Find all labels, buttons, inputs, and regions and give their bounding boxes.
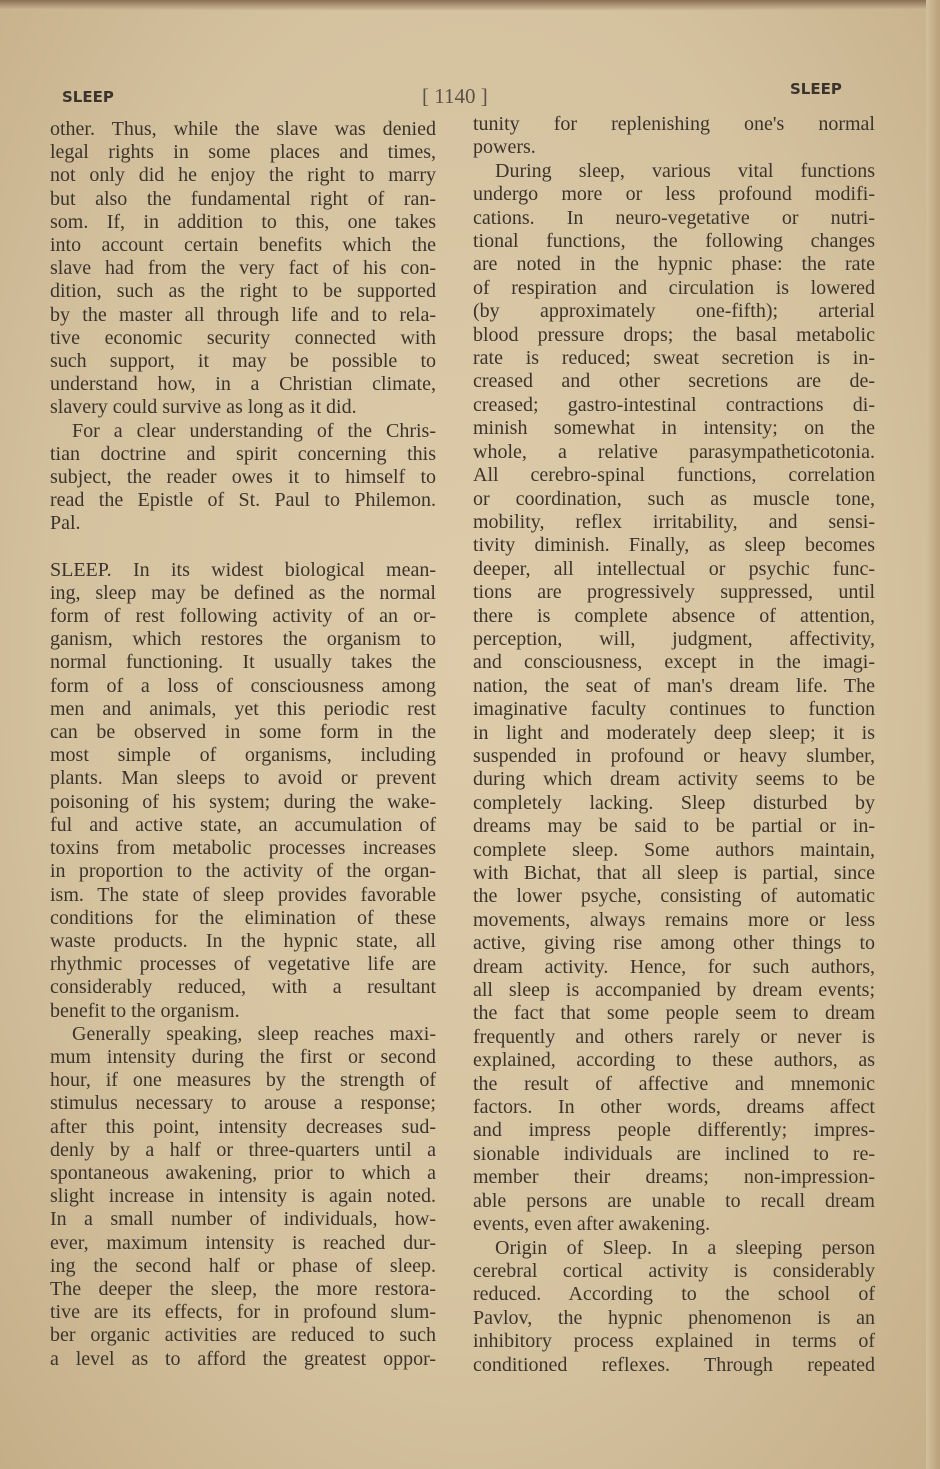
text-line: tian doctrine and spirit concerning this xyxy=(50,442,436,465)
text-line: whole, a relative parasympatheticotonia. xyxy=(473,440,875,463)
text-line: inhibitory process explained in terms of xyxy=(473,1330,875,1353)
text-line: mobility, reflex irritability, and sensi- xyxy=(473,510,875,533)
text-line: there is complete absence of attention, xyxy=(473,604,875,627)
text-line: slight increase in intensity is again noted. xyxy=(50,1185,436,1208)
page-number: [ 1140 ] xyxy=(422,84,488,108)
text-line: plants. Man sleeps to avoid or prevent xyxy=(50,767,436,790)
text-line: by the master all through life and to rela- xyxy=(50,303,436,326)
paragraph-gap xyxy=(50,536,436,559)
text-line: tive are its effects, for in profound slum- xyxy=(50,1301,436,1324)
text-line: completely lacking. Sleep disturbed by xyxy=(473,791,875,814)
text-line: nation, the seat of man's dream life. The xyxy=(473,674,875,697)
page-top-edge xyxy=(0,0,940,10)
text-line: movements, always remains more or less xyxy=(473,908,875,931)
text-line: slavery could survive as long as it did. xyxy=(50,396,357,419)
text-line: ing the second half or phase of sleep. xyxy=(50,1254,436,1277)
text-line: form of rest following activity of an or- xyxy=(50,605,436,628)
text-line: Origin of Sleep. In a sleeping person xyxy=(495,1236,875,1259)
text-line: the lower psyche, consisting of automatic xyxy=(473,885,875,908)
text-line: denly by a half or three-quarters until a xyxy=(50,1138,436,1161)
text-line: form of a loss of consciousness among xyxy=(50,674,436,697)
paragraph xyxy=(50,1023,436,1371)
text-line: or coordination, such as muscle tone, xyxy=(473,487,875,510)
text-line: not only did he enjoy the right to marry xyxy=(50,164,436,187)
text-line: conditions for the elimination of these xyxy=(50,906,436,929)
text-line: rate is reduced; sweat secretion is in- xyxy=(473,347,875,370)
text-line: legal rights in some places and times, xyxy=(50,141,436,164)
text-line: blood pressure drops; the basal metabolic xyxy=(473,323,875,346)
text-line: imaginative faculty continues to function xyxy=(473,698,875,721)
text-line: the result of affective and mnemonic xyxy=(473,1072,875,1095)
text-line: with Bichat, that all sleep is partial, since xyxy=(473,862,875,884)
left-column xyxy=(50,118,436,1371)
text-line: events, even after awakening. xyxy=(473,1213,711,1236)
paragraph xyxy=(473,1237,875,1377)
text-line: but also the fundamental right of ran- xyxy=(50,187,436,210)
text-line: explained, according to these authors, as xyxy=(473,1049,875,1072)
text-line: dition, such as the right to be supported xyxy=(50,280,436,303)
text-line: During sleep, various vital functions xyxy=(495,159,875,182)
text-line: benefit to the organism. xyxy=(50,999,240,1022)
text-line: ing, sleep may be defined as the normal xyxy=(50,581,436,604)
text-line: of respiration and circulation is lowered xyxy=(473,276,875,299)
paragraph xyxy=(473,113,875,160)
text-line: undergo more or less profound modifi- xyxy=(473,183,875,206)
text-line: conditioned reflexes. Through repeated xyxy=(473,1353,875,1376)
text-line: powers. xyxy=(473,136,536,159)
text-line: (by approximately one-fifth); arterial xyxy=(473,300,875,323)
text-line: and impress people differently; impres- xyxy=(473,1119,875,1142)
text-line: waste products. In the hypnic state, all xyxy=(50,929,436,952)
text-line: and consciousness, except in the imagi- xyxy=(473,651,875,674)
text-line: Pavlov, the hypnic phenomenon is an xyxy=(473,1306,875,1329)
text-line: tions are progressively suppressed, until xyxy=(473,581,875,604)
text-line: factors. In other words, dreams affect xyxy=(473,1096,875,1119)
text-line: The deeper the sleep, the more restora- xyxy=(50,1277,436,1300)
text-line: reduced. According to the school of xyxy=(473,1283,875,1306)
text-line: understand how, in a Christian climate, xyxy=(50,373,436,396)
running-head-right: SLEEP xyxy=(790,80,842,98)
text-line: in light and moderately deep sleep; it is xyxy=(473,721,875,744)
text-line: most simple of organisms, including xyxy=(50,744,436,767)
text-line: other. Thus, while the slave was denied xyxy=(50,118,436,140)
text-line: tional functions, the following changes xyxy=(473,230,875,253)
text-line: dream activity. Hence, for such authors, xyxy=(473,955,875,978)
text-line: stimulus necessary to arouse a response; xyxy=(50,1092,436,1115)
text-line: able persons are unable to recall dream xyxy=(473,1189,875,1212)
text-line: deeper, all intellectual or psychic func- xyxy=(473,557,875,580)
text-line: considerably reduced, with a resultant xyxy=(50,976,436,999)
text-line: after this point, intensity decreases sud- xyxy=(50,1115,436,1138)
paragraph xyxy=(50,118,436,420)
text-line: during which dream activity seems to be xyxy=(473,768,875,791)
text-line: are noted in the hypnic phase: the rate xyxy=(473,253,875,276)
text-line: ganism, which restores the organism to xyxy=(50,628,436,651)
text-line: frequently and others rarely or never is xyxy=(473,1025,875,1048)
text-line: creased and other secretions are de- xyxy=(473,370,875,393)
text-line: ber organic activities are reduced to such xyxy=(50,1324,436,1347)
text-line: ism. The state of sleep provides favorable xyxy=(50,883,436,906)
paragraph xyxy=(50,559,436,1023)
text-line: complete sleep. Some authors maintain, xyxy=(473,838,875,861)
right-column xyxy=(473,113,875,1377)
text-line: creased; gastro-intestinal contractions di- xyxy=(473,393,875,416)
text-line: into account certain benefits which the xyxy=(50,234,436,257)
text-line: such support, it may be possible to xyxy=(50,350,436,373)
running-head-left: SLEEP xyxy=(62,88,114,106)
text-line: active, giving rise among other things to xyxy=(473,932,875,955)
text-line: member their dreams; non-impression- xyxy=(473,1166,875,1189)
text-line: mum intensity during the first or second xyxy=(50,1045,436,1068)
text-line: men and animals, yet this periodic rest xyxy=(50,697,436,720)
text-line: dreams may be said to be partial or in- xyxy=(473,815,875,838)
text-line: can be observed in some form in the xyxy=(50,721,436,744)
text-line: cations. In neuro-vegetative or nutri- xyxy=(473,206,875,229)
text-line: rhythmic processes of vegetative life are xyxy=(50,953,436,976)
text-line: tivity diminish. Finally, as sleep becomes xyxy=(473,534,875,557)
text-line: subject, the reader owes it to himself to xyxy=(50,466,436,489)
text-line: SLEEP. In its widest biological mean- xyxy=(50,558,436,581)
text-line: slave had from the very fact of his con- xyxy=(50,257,436,280)
text-line: normal functioning. It usually takes the xyxy=(50,651,436,674)
text-line: cerebral cortical activity is considerably xyxy=(473,1259,875,1282)
text-line: som. If, in addition to this, one takes xyxy=(50,210,436,233)
text-line: toxins from metabolic processes increases xyxy=(50,837,436,860)
text-line: suspended in profound or heavy slumber, xyxy=(473,744,875,767)
text-line: For a clear understanding of the Chris- xyxy=(72,419,436,442)
text-line: read the Epistle of St. Paul to Philemon. xyxy=(50,489,436,512)
paragraph xyxy=(50,420,436,536)
text-line: hour, if one measures by the strength of xyxy=(50,1069,436,1092)
text-line: Pal. xyxy=(50,512,81,535)
text-line: a level as to afford the greatest oppor- xyxy=(50,1347,436,1370)
text-line: sionable individuals are inclined to re- xyxy=(473,1142,875,1165)
paragraph xyxy=(473,160,875,1237)
text-line: ful and active state, an accumulation of xyxy=(50,813,436,836)
text-line: All cerebro-spinal functions, correlation xyxy=(473,464,875,487)
text-line: tive economic security connected with xyxy=(50,326,436,349)
text-line: minish somewhat in intensity; on the xyxy=(473,417,875,440)
text-line: all sleep is accompanied by dream events; xyxy=(473,979,875,1002)
text-line: ever, maximum intensity is reached dur- xyxy=(50,1231,436,1254)
page-right-edge xyxy=(926,0,940,1469)
text-line: spontaneous awakening, prior to which a xyxy=(50,1161,436,1184)
text-line: in proportion to the activity of the organ- xyxy=(50,860,436,883)
text-line: perception, will, judgment, affectivity, xyxy=(473,627,875,650)
text-line: tunity for replenishing one's normal xyxy=(473,113,875,135)
text-line: In a small number of individuals, how- xyxy=(50,1208,436,1231)
text-line: Generally speaking, sleep reaches maxi- xyxy=(72,1022,436,1045)
text-line: poisoning of his system; during the wake- xyxy=(50,790,436,813)
text-line: the fact that some people seem to dream xyxy=(473,1002,875,1025)
